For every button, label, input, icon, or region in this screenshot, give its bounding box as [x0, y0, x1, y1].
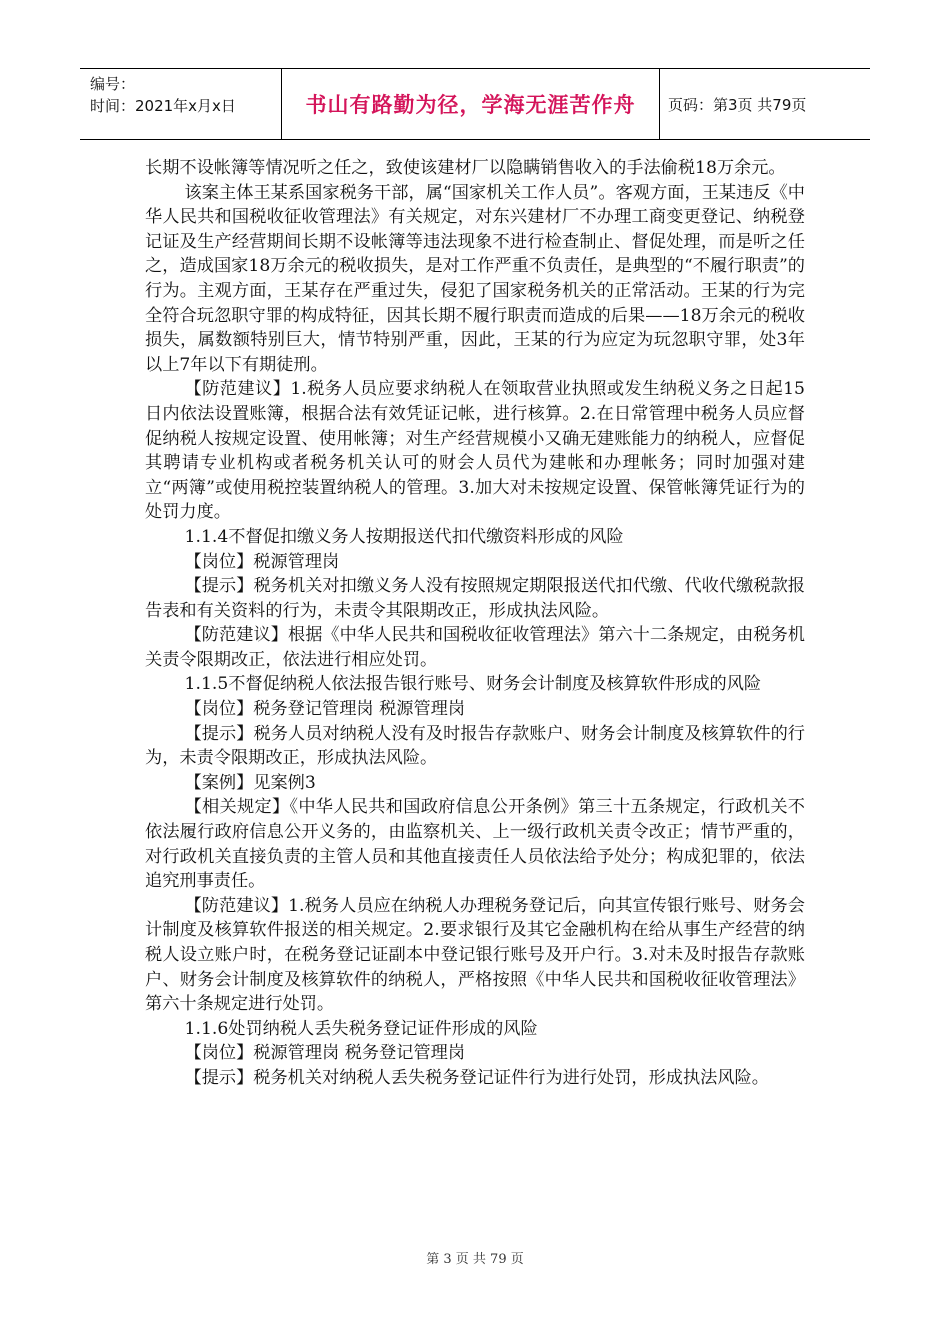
document-number-label: 编号：	[90, 75, 136, 93]
body-paragraph: 【防范建议】1.税务人员应在纳税人办理税务登记后，向其宣传银行账号、财务会计制度及核算软件报送的相关规定。2.要求银行及其它金融机构在给从事生产经营的纳税人设立账户时，在税务登记证副本中登记银行账号及开户行。3.对未及时报告存款账户、财务会计制度及核算软件的纳税人，严格按照《中华人民共和国税收征收管理法》第六十条规定进行处罚。	[145, 895, 805, 1015]
body-paragraph: 长期不设帐簿等情况听之任之，致使该建材厂以隐瞒销售收入的手法偷税18万余元。	[145, 158, 786, 178]
header-slogan: 书山有路勤为径，学海无涯苦作舟	[305, 93, 636, 117]
body-paragraph: 【岗位】税源管理岗 税务登记管理岗	[184, 1043, 466, 1064]
body-paragraph: 【防范建议】根据《中华人民共和国税收征收管理法》第六十二条规定，由税务机关责令限期改正，依法进行相应处罚。	[145, 625, 805, 670]
section-heading: 1.1.6处罚纳税人丢失税务登记证件形成的风险	[184, 1018, 538, 1039]
footer-page-number: 第 3 页 共 79 页	[426, 1252, 524, 1267]
body-paragraph: 【防范建议】1.税务人员应要求纳税人在领取营业执照或发生纳税义务之日起15日内依法设置账簿，根据合法有效凭证记帐，进行核算。2.在日常管理中税务人员应督促纳税人按规定设置、使用帐簿；对生产经营规模小又确无建账能力的纳税人，应督促其聘请专业机构或者税务机关认可的财会人员代为建帐和办理帐务；同时加强对建立“两簿”或使用税控装置纳税人的管理。3.加大对未按规定设置、保管帐簿凭证行为的处罚力度。	[145, 379, 805, 523]
body-paragraph: 【案例】见案例3	[184, 772, 316, 793]
page-info-text: 页码：第3页 共79页	[668, 95, 807, 114]
document-header	[80, 68, 870, 140]
document-time-label: 时间：2021年x月x日	[90, 97, 236, 115]
section-heading: 1.1.5不督促纳税人依法报告银行账号、财务会计制度及核算软件形成的风险	[184, 674, 762, 695]
header-page-info	[660, 69, 870, 139]
body-paragraph: 【岗位】税源管理岗	[184, 551, 340, 572]
section-heading: 1.1.4不督促扣缴义务人按期报送代扣代缴资料形成的风险	[184, 526, 624, 547]
body-paragraph: 【提示】税务人员对纳税人没有及时报告存款账户、财务会计制度及核算软件的行为，未责令限期改正，形成执法风险。	[145, 723, 805, 769]
body-paragraph: 该案主体王某系国家税务干部，属“国家机关工作人员”。客观方面，王某违反《中华人民共和国税收征收管理法》有关规定，对东兴建材厂不办理工商变更登记、纳税登记证及生产经营期间长期不设帐簿等违法现象不进行检查制止、督促处理，而是听之任之，造成国家18万余元的税收损失，是对工作严重不负责任，是典型的“不履行职责”的行为。主观方面，王某存在严重过失，侵犯了国家税务机关的正常活动。王某的行为完全符合玩忽职守罪的构成特征，因其长期不履行职责而造成的后果——18万余元的税收损失，属数额特别巨大，情节特别严重，因此，王某的行为应定为玩忽职守罪，处3年以上7年以下有期徒刑。	[145, 182, 805, 375]
body-paragraph: 【相关规定】《中华人民共和国政府信息公开条例》第三十五条规定，行政机关不依法履行政府信息公开义务的，由监察机关、上一级行政机关责令改正；情节严重的，对行政机关直接负责的主管人员和其他直接责任人员依法给予处分；构成犯罪的，依法追究刑事责任。	[145, 797, 805, 892]
body-paragraph: 【提示】税务机关对扣缴义务人没有按照规定期限报送代扣代缴、代收代缴税款报告表和有关资料的行为，未责令其限期改正，形成执法风险。	[145, 576, 805, 621]
document-body	[145, 156, 805, 1091]
body-paragraph: 【岗位】税务登记管理岗 税源管理岗	[184, 699, 466, 720]
body-paragraph: 【提示】税务机关对纳税人丢失税务登记证件行为进行处罚，形成执法风险。	[184, 1067, 769, 1088]
page-footer	[0, 1248, 950, 1267]
header-slogan-cell	[282, 69, 660, 139]
header-meta	[80, 69, 282, 139]
